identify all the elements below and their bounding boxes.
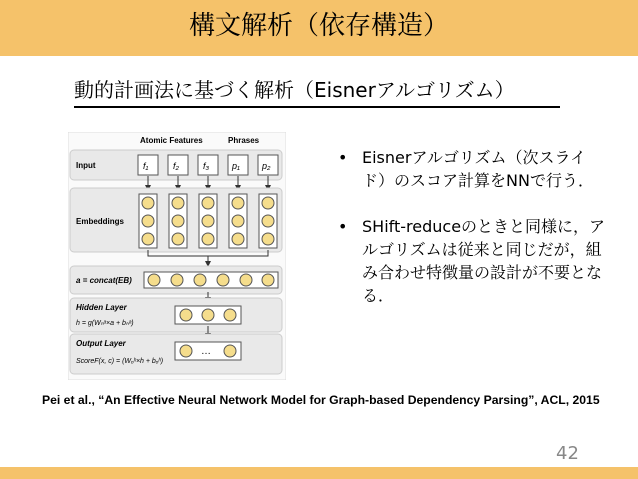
slide-title: 構文解析（依存構造） <box>188 11 449 41</box>
output-formula: ScoreF(x, c) = (Wₒʰ×h + bₒʰ) <box>76 358 164 365</box>
hidden-nodes <box>175 306 241 324</box>
page-number: 42 <box>556 443 579 464</box>
feature-f3: f₃ <box>203 161 210 171</box>
header-phrases: Phrases <box>228 136 260 145</box>
footer-bar <box>0 467 638 479</box>
feature-f1: f₁ <box>143 161 149 171</box>
row-label-concat: a = concat(EB) <box>76 276 132 285</box>
bullet-text-1: Eisnerアルゴリズム（次スライド）のスコア計算をNNで行う． <box>362 148 594 190</box>
row-label-embeddings: Embeddings <box>76 217 125 226</box>
bullet-item <box>338 146 608 192</box>
subtitle-underline <box>74 106 560 108</box>
slide-subtitle: 動的計画法に基づく解析（Eisnerアルゴリズム） <box>74 78 515 102</box>
feature-p2: p₂ <box>262 161 271 171</box>
row-label-hidden: Hidden Layer <box>76 303 127 312</box>
concat-nodes <box>144 272 278 288</box>
bullet-dot: • <box>338 217 348 236</box>
hidden-formula: h = g(Wₕᵃ×a + bₕᵃ) <box>76 320 134 327</box>
bullet-text-2: SHift-reduceのときと同様に，アルゴリズムは従来と同じだが，組み合わせ特徴量の設計が不要となる． <box>362 217 606 305</box>
row-label-output: Output Layer <box>76 339 126 348</box>
feature-p1: p₁ <box>232 161 240 171</box>
bullet-item <box>338 215 608 307</box>
header-atomic-features: Atomic Features <box>140 136 203 145</box>
row-label-input: Input <box>76 161 96 170</box>
citation: Pei et al., “An Effective Neural Network Model for Graph-based Dependency Parsing”, ACL, 2015 <box>42 393 600 407</box>
network-diagram <box>68 132 286 380</box>
bullet-dot: • <box>338 148 348 167</box>
bullet-list <box>338 146 608 330</box>
output-ellipsis: … <box>201 346 211 357</box>
feature-f2: f₂ <box>173 161 179 171</box>
